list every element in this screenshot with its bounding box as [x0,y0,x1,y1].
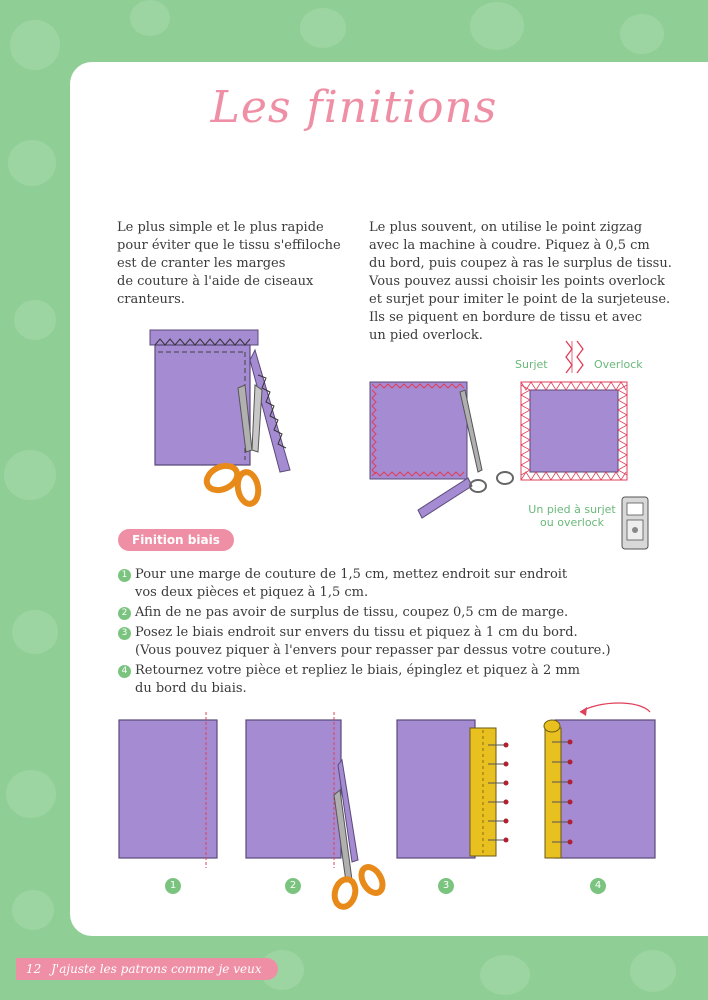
step-number: 2 [118,607,131,620]
presser-foot-label: Un pied à surjet ou overlock [528,503,616,529]
step-1: 1 Pour une marge de couture de 1,5 cm, mettez endroit sur endroit vos deux pièces et piquez à 1,5 cm. [118,566,567,602]
step-4: 4 Retournez votre pièce et repliez le biais, épinglez et piquez à 2 mm du bord du biais. [118,662,580,698]
bias-step-4-illustration [0,0,1,1]
section-badge: Finition biais [118,529,234,551]
overlock-label: Overlock [594,358,643,371]
page-title: Les finitions [210,82,498,133]
page-number: 12 [26,962,42,976]
step-number: 1 [118,569,131,582]
intro-right-text: Le plus souvent, on utilise le point zigzag avec la machine à coudre. Piquez à 0,5 cm du bord, puis coupez à ras le surplus de tissu. Vous pouvez aussi choisir les points overlock et surjet pour imiter le point de la surjeteuse. Ils se piquent en bordure de tissu et avec un pied overlock. [369,220,672,343]
page-footer [16,958,278,980]
step-number: 4 [118,665,131,678]
step-number: 3 [118,627,131,640]
illustration-number-3: 3 [438,878,454,894]
step-2: 2 Afin de ne pas avoir de surplus de tissu, coupez 0,5 cm de marge. [118,604,568,622]
illustration-number-4: 4 [590,878,606,894]
intro-left-text: Le plus simple et le plus rapide pour éviter que le tissu s'effiloche est de cranter les marges de couture à l'aide de ciseaux cranteurs. [117,220,341,307]
illustration-number-1: 1 [165,878,181,894]
book-title: J'ajuste les patrons comme je veux [51,962,262,976]
step-3: 3 Posez le biais endroit sur envers du tissu et piquez à 1 cm du bord. (Vous pouvez piquer à l'envers pour repasser par dessus votre couture.) [118,624,611,660]
illustration-number-2: 2 [285,878,301,894]
surjet-label: Surjet [515,358,548,371]
